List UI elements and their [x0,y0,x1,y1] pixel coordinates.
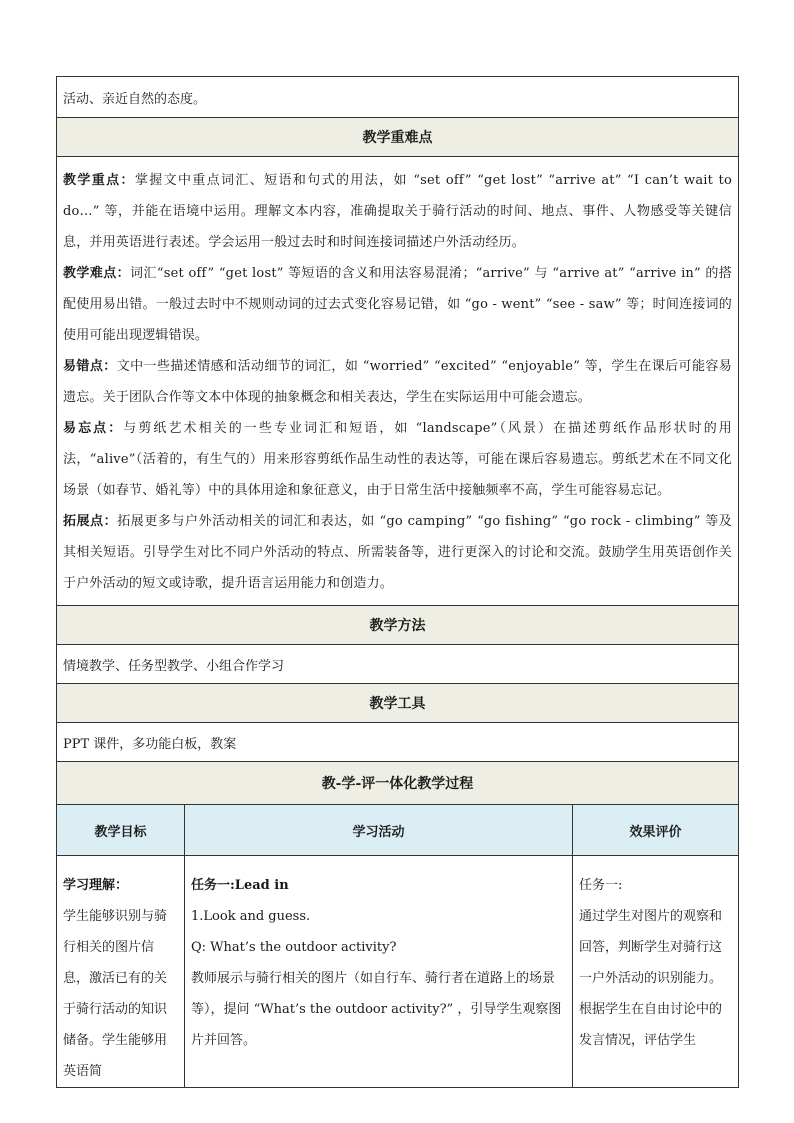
task-title: 任务一:Lead in [191,878,289,893]
key-point-text: 掌握文中重点词汇、短语和句式的用法，如 “set off” “get lost” “arrive at” “I can’t wait to do…” 等，并能在语境中运用。理解文本内容，准确提取关于骑行活动的时间、地点、事件、人物感受等关键信息，并用英语进行表述。学会运用一般过去时和时间连接词描述户外活动经历。 [63,173,733,250]
activity-line: Q: What’s the outdoor activity? [191,940,397,955]
evaluation-cell [573,856,739,1088]
forget-point-paragraph [63,413,732,506]
goal-cell [57,856,185,1088]
tools-header-row [57,684,739,723]
hard-point-text: 词汇“set off” “get lost” 等短语的含义和用法容易混淆；“arrive” 与 “arrive at” “arrive in” 的搭配使用易出错。一般过去时中不规则动词的过去式变化容易记错，如 “go - went” “see - saw” 等；时间连接词的使用可能出现逻辑错误。 [63,266,733,343]
lesson-plan-table [56,76,739,1088]
goal-label: 学习理解： [63,878,129,893]
extension-point-paragraph [63,506,732,599]
difficulty-header-row [57,118,739,157]
activity-cell [185,856,573,1088]
activity-line: 教师展示与骑行相关的图片（如自行车、骑行者在道路上的场景等），提问 “What’s the outdoor activity?” ，引导学生观察图片并回答。 [191,971,562,1048]
method-header-row [57,606,739,645]
difficulty-content-row [57,157,739,606]
key-point-label: 教学重点： [63,173,135,188]
process-header-row [57,762,739,805]
intro-text: 活动、亲近自然的态度。 [57,77,739,118]
difficulty-content [57,157,739,606]
error-point-text: 文中一些描述情感和活动细节的词汇，如 “worried” “excited” “enjoyable” 等，学生在课后可能容易遗忘。关于团队合作等文本中体现的抽象概念和相关表达，学生在实际运用中可能会遗忘。 [63,359,732,405]
method-header: 教学方法 [57,606,739,645]
process-header: 教-学-评一体化教学过程 [57,762,739,805]
lesson-plan-page [56,76,738,1088]
error-point-label: 易错点： [63,359,117,374]
forget-point-label: 易忘点： [63,421,124,436]
tools-header: 教学工具 [57,684,739,723]
column-header-goal: 教学目标 [57,805,185,856]
intro-row [57,77,739,118]
process-task-row [57,856,739,1088]
activity-line: 1.Look and guess. [191,909,311,924]
hard-point-label: 教学难点： [63,266,131,281]
method-row [57,645,739,684]
extension-point-label: 拓展点： [63,514,118,529]
eval-text: 通过学生对图片的观察和回答，判断学生对骑行这一户外活动的识别能力。根据学生在自由讨论中的发言情况，评估学生 [579,909,723,1048]
key-point-paragraph [63,165,732,258]
process-column-headers [57,805,739,856]
forget-point-text: 与剪纸艺术相关的一些专业词汇和短语，如 “landscape”（风景）在描述剪纸作品形状时的用法，“alive”（活着的，有生气的）用来形容剪纸作品生动性的表达等，可能在课后容易遗忘。剪纸艺术在不同文化场景（如春节、婚礼等）中的具体用途和象征意义，由于日常生活中接触频率不高，学生可能容易忘记。 [63,421,733,498]
error-point-paragraph [63,351,732,413]
column-header-activity: 学习活动 [185,805,573,856]
method-text: 情境教学、任务型教学、小组合作学习 [57,645,739,684]
extension-point-text: 拓展更多与户外活动相关的词汇和表达，如 “go camping” “go fishing” “go rock - climbing” 等及其相关短语。引导学生对比不同户外活动的特点、所需装备等，进行更深入的讨论和交流。鼓励学生用英语创作关于户外活动的短文或诗歌，提升语言运用能力和创造力。 [63,514,733,591]
difficulty-header: 教学重难点 [57,118,739,157]
hard-point-paragraph [63,258,732,351]
tools-row [57,723,739,762]
goal-text: 学生能够识别与骑行相关的图片信息，激活已有的关于骑行活动的知识储备。学生能够用英语简 [63,909,168,1079]
tools-text: PPT 课件，多功能白板，教案 [57,723,739,762]
eval-label: 任务一: [579,878,623,893]
column-header-evaluation: 效果评价 [573,805,739,856]
